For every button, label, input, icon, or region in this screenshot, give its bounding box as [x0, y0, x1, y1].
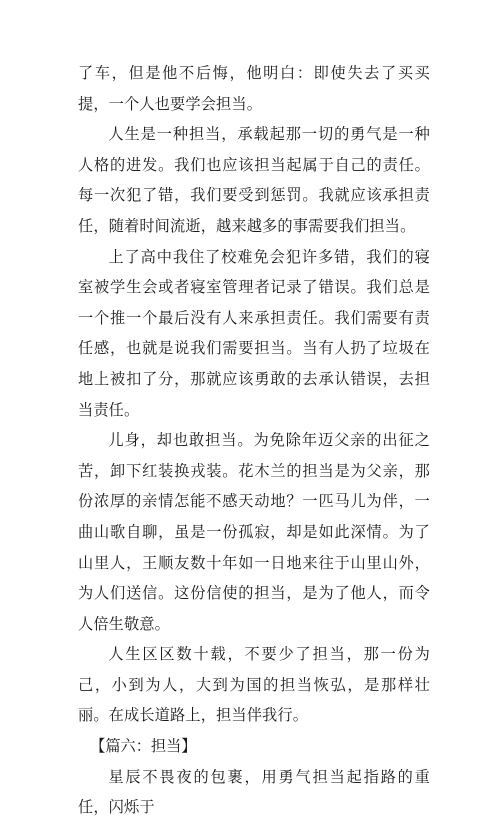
paragraph-3: 上了高中我住了校难免会犯许多错，我们的寝室被学生会或者寝室管理者记录了错误。我们总是一个推一个最后没有人来承担责任。我们需要有责任感，也就是说我们需要担当。当有人扔了垃圾在地上被扣了分，那就应该勇敢的去承认错误，去担当责任。	[78, 247, 430, 419]
paragraph-5: 人生区区数十载，不要少了担当，那一份为己，小到为人，大到为国的担当恢弘，是那样壮丽。在成长道路上，担当伴我行。	[78, 645, 430, 725]
section-heading: 【篇六：担当】	[90, 737, 197, 756]
paragraph-4: 儿身，却也敢担当。为免除年迈父亲的出征之苦，卸下红装换戎装。花木兰的担当是为父亲，那份浓厚的亲情怎能不感天动地？一匹马儿为伴，一曲山歌自聊，虽是一份孤寂，却是如此深情。为了山里人，王顺友数十年如一日地来往于山里山外，为人们送信。这份信使的担当，是为了他人，而令人倍生敬意。	[78, 431, 430, 633]
paragraph-6: 星辰不畏夜的包裹，用勇气担当起指路的重任，闪烁于	[78, 767, 430, 817]
paragraph-1: 了车，但是他不后悔，他明白：即使失去了买买提，一个人也要学会担当。	[78, 64, 430, 113]
document-body	[78, 58, 430, 823]
paragraph-2: 人生是一种担当，承载起那一切的勇气是一种人格的进发。我们也应该担当起属于自己的责任。每一次犯了错，我们要受到惩罚。我就应该承担责任，随着时间流逝，越来越多的事需要我们担当。	[78, 125, 430, 235]
